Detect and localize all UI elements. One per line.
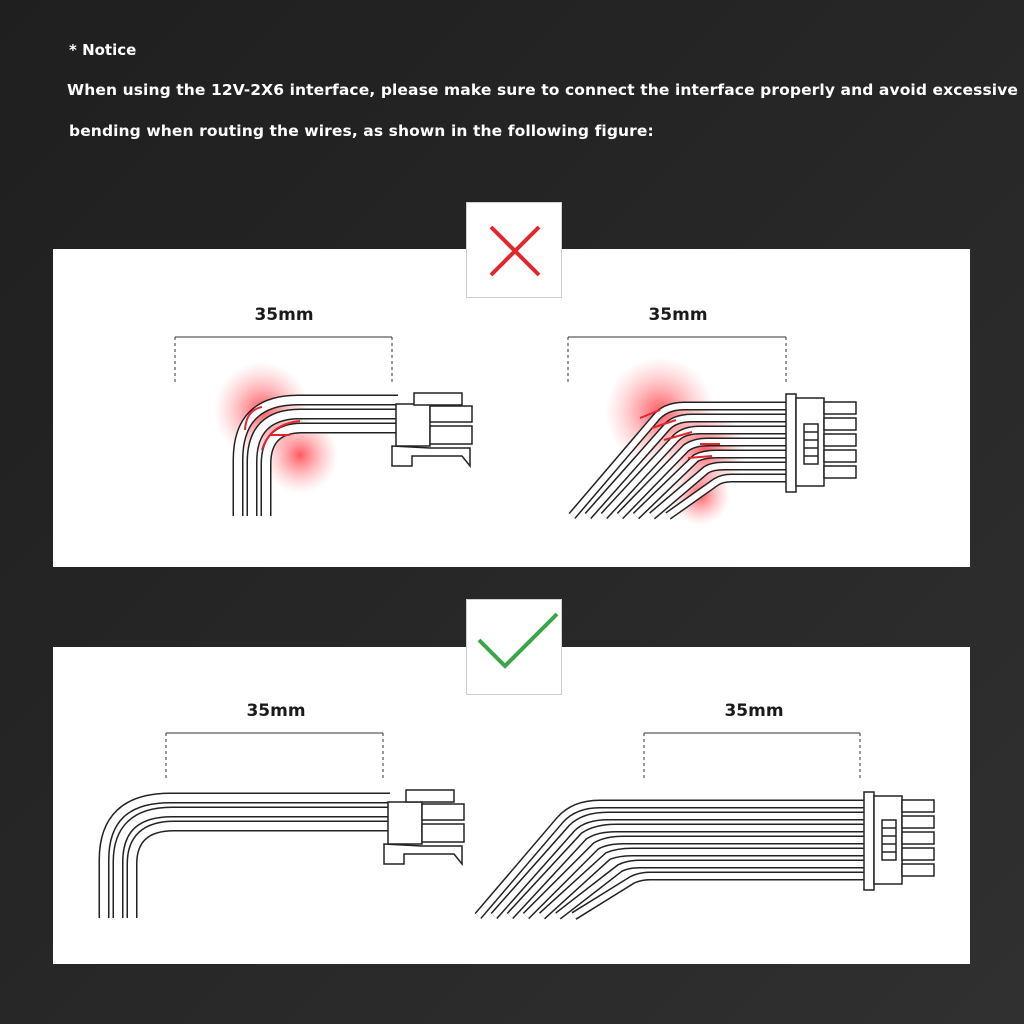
notice-text-line-2: bending when routing the wires, as shown in the following figure: [69, 122, 654, 140]
connector-8pin-left-correct [384, 790, 464, 864]
dimension-guide-left-correct [166, 733, 383, 778]
connector-12v-2x6-right-correct [864, 792, 934, 890]
cable-bundle-gentle-bend-right [478, 804, 868, 916]
notice-text-line-1: When using the 12V-2X6 interface, please make sure to connect the interface properly and avoid excessive [67, 81, 1019, 99]
dimension-label-incorrect-right: 35mm [648, 305, 708, 325]
correct-badge [466, 599, 562, 695]
cable-bundle-gentle-bend-left [104, 798, 390, 918]
dimension-guide-right-correct [644, 733, 860, 778]
dimension-label-incorrect-left: 35mm [254, 305, 314, 325]
notice-title: * Notice [69, 41, 137, 59]
dimension-label-correct-right: 35mm [724, 701, 784, 721]
check-mark-icon [467, 600, 561, 694]
dimension-label-correct-left: 35mm [246, 701, 306, 721]
